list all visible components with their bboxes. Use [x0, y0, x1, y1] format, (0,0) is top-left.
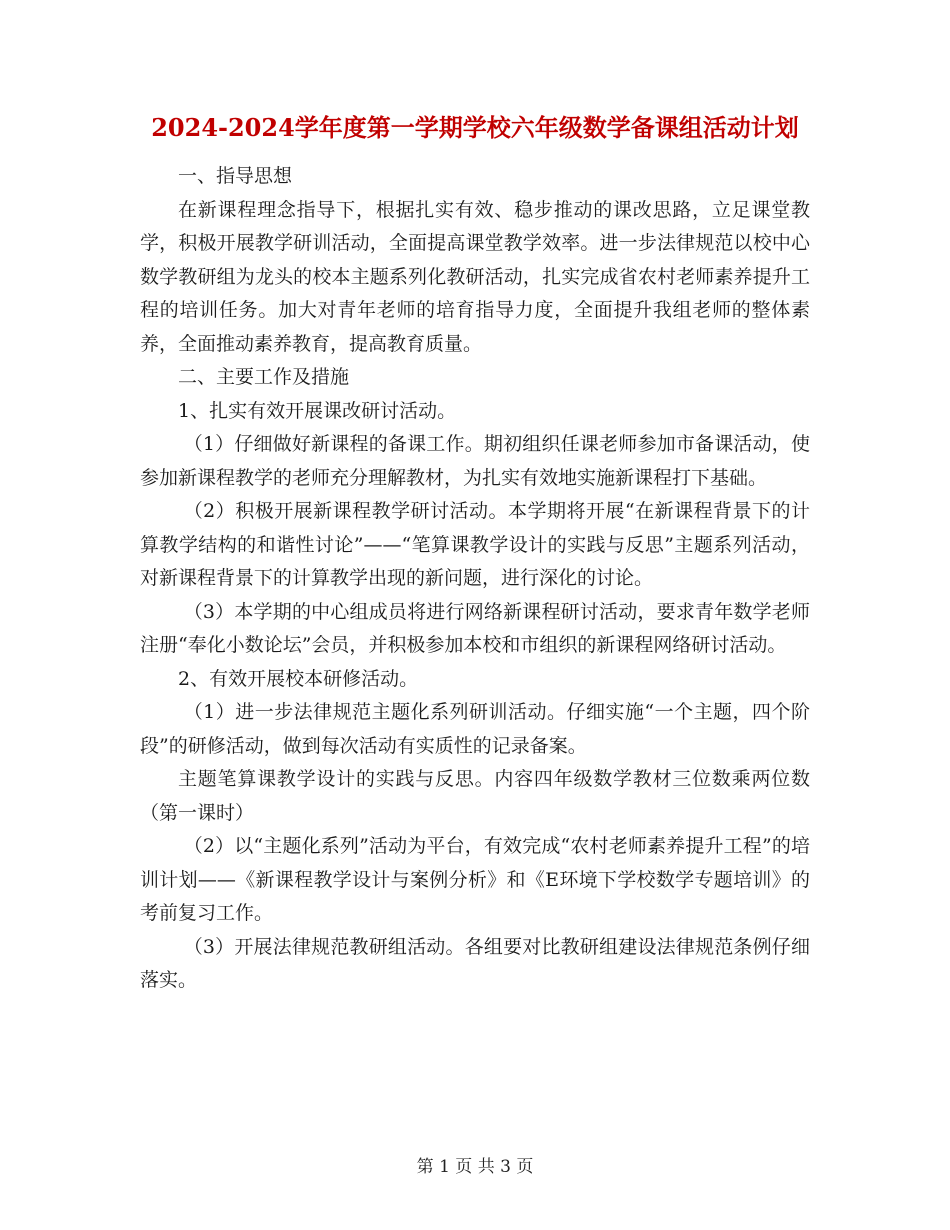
paragraph-item-1-1: （1）仔细做好新课程的备课工作。期初组织任课老师参加市备课活动，使参加新课程教学的老师充分理解教材，为扎实有效地实施新课程打下基础。: [140, 433, 810, 489]
section-heading-main-work: 二、主要工作及措施: [178, 366, 350, 388]
paragraph-guiding-ideology: 在新课程理念指导下，根据扎实有效、稳步推动的课改思路，立足课堂教学，积极开展教学研训活动，全面提高课堂教学效率。进一步法律规范以校中心数学教研组为龙头的校本主题系列化教研活动，扎实完成省农村老师素养提升工程的培训任务。加大对青年老师的培育指导力度，全面提升我组老师的整体素养，全面推动素养教育，提高教育质量。: [140, 198, 810, 355]
paragraph-item-2-2: （2）以“主题化系列”活动为平台，有效完成“农村老师素养提升工程”的培训计划——《新课程教学设计与案例分析》和《E环境下学校数学专题培训》的考前复习工作。: [140, 835, 810, 924]
document-body: [140, 160, 810, 998]
document-title: 2024-2024学年度第一学期学校六年级数学备课组活动计划: [151, 113, 799, 142]
subheading-school-training: 2、有效开展校本研修活动。: [178, 667, 419, 690]
section-heading-guiding-ideology: 一、指导思想: [178, 165, 293, 187]
paragraph-item-2-1: （1）进一步法律规范主题化系列研训活动。仔细实施“一个主题，四个阶段”的研修活动，做到每次活动有实质性的记录备案。: [140, 701, 810, 757]
subheading-curriculum-reform: 1、扎实有效开展课改研讨活动。: [178, 399, 457, 422]
paragraph-item-1-3: （3）本学期的中心组成员将进行网络新课程研讨活动，要求青年数学老师注册“奉化小数论坛”会员，并积极参加本校和市组织的新课程网络研讨活动。: [140, 600, 810, 656]
paragraph-theme-note: 主题笔算课教学设计的实践与反思。内容四年级数学教材三位数乘两位数（第一课时）: [140, 768, 810, 824]
paragraph-item-2-3: （3）开展法律规范教研组活动。各组要对比教研组建设法律规范条例仔细落实。: [140, 935, 810, 991]
paragraph-item-1-2: （2）积极开展新课程教学研讨活动。本学期将开展“在新课程背景下的计算教学结构的和谐性讨论”——“笔算课教学设计的实践与反思”主题系列活动，对新课程背景下的计算教学出现的新问题，进行深化的讨论。: [140, 500, 810, 589]
page-number-footer: 第 1 页 共 3 页: [416, 1157, 534, 1177]
